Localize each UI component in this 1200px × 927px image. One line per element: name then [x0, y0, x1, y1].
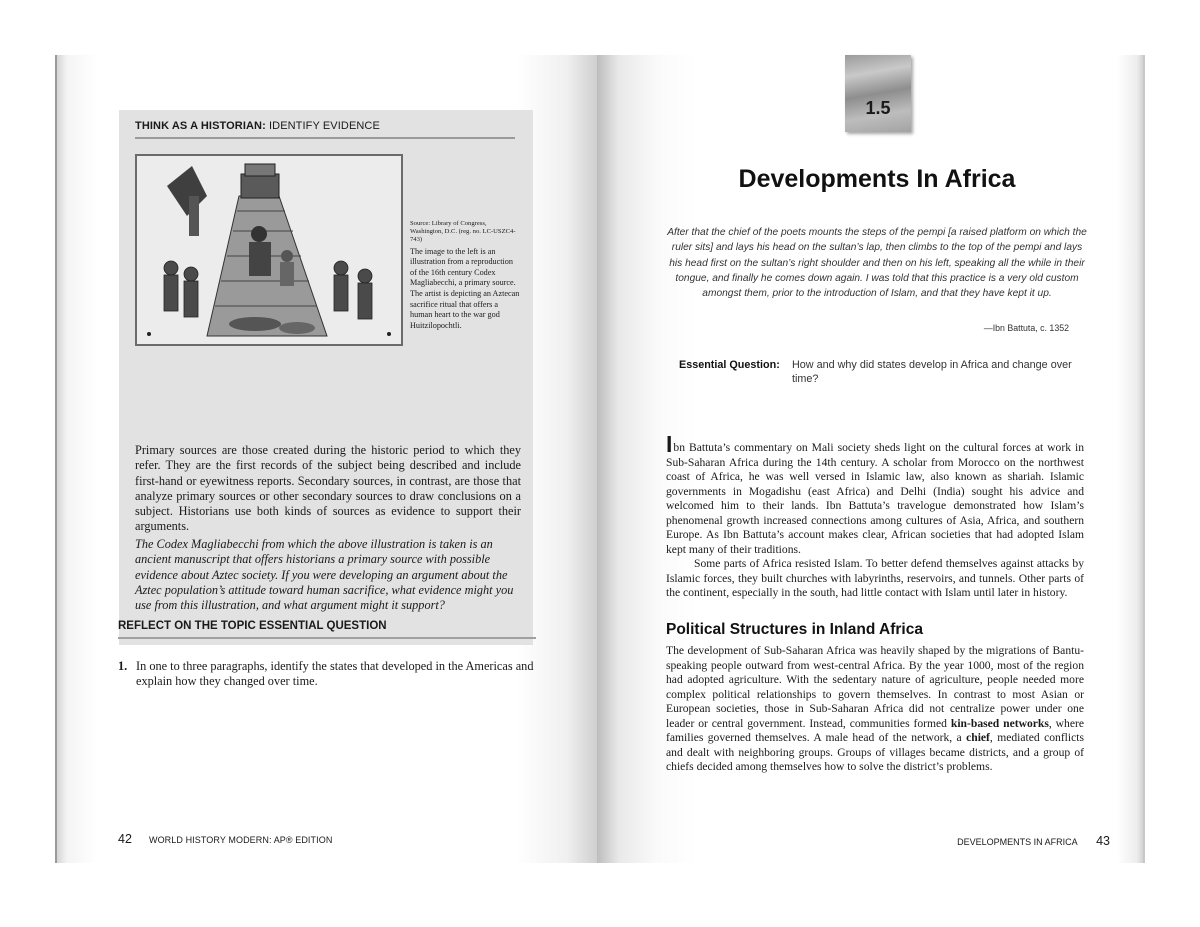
- codex-magliabecchi-illustration: [135, 154, 403, 346]
- body-paragraphs: [666, 431, 1084, 601]
- right-page-footer: [927, 832, 1110, 850]
- sidebar-heading-topic: IDENTIFY EVIDENCE: [269, 120, 380, 132]
- left-page-number: 42: [118, 832, 132, 846]
- codex-evidence-prompt: The Codex Magliabecchi from which the above illustration is taken is an ancient manuscript that offers historians a primary source with possible evidence about Aztec society. If you were developing an argument about the Aztec population’s attitude toward human sacrifice, what evidence might you use from this illustration, and what argument might it support?: [135, 537, 514, 613]
- left-page-footer: [118, 832, 332, 846]
- figure-source: Source: Library of Congress, Washington, D.C. (reg. no. LC-USZC4-743): [410, 220, 516, 244]
- question-number: 1.: [118, 659, 128, 673]
- body-paragraph-2: Some parts of Africa resisted Islam. To better defend themselves against attacks by Islamic forces, they built churches with labyrinths, reservoirs, and tunnels. Other parts of the continent, especially in the south, had little contact with Islam until later in history.: [666, 557, 1084, 599]
- body-paragraph-1: bn Battuta’s commentary on Mali society sheds light on the cultural forces at work in Sub-Saharan Africa during the 14th century. A scholar from Morocco on the northwest coast of Africa, he was well versed in Islamic law, also known as shariah. Islamic governments in Mogadishu (east Africa) and Delhi (India) sought his advice and welcomed him to their lands. Ibn Battuta’s travelogue demonstrated how Islam’s phenomenal growth increased connections among cultures of Asia, Africa, and southern Europe. As Ibn Battuta’s account makes clear, African societies that had adopted Islam kept many of their traditions.: [666, 441, 1084, 556]
- drop-cap: I: [666, 431, 673, 457]
- question-text: In one to three paragraphs, identify the states that developed in the Americas and explain how they changed over time.: [136, 659, 534, 689]
- key-term-kin-based-networks: kin-based networks: [950, 716, 1049, 730]
- section-text-c: , mediated conflicts and dealt with neighboring groups. Groups of villages became districts, and a group of chiefs decided among themselves how to solve the district’s problems.: [666, 731, 1084, 773]
- key-term-chief: chief: [966, 731, 990, 744]
- running-head: DEVELOPMENTS IN AFRICA: [957, 837, 1078, 847]
- epigraph-quote: After that the chief of the poets mounts the steps of the pempi [a raised platform on which the ruler sits] and lays his head on the sultan’s lap, then climbs to the top of the pempi and lays his head first on the sultan’s right shoulder and then on his left, speaking all the while in their tongue, and finally he comes down again. I was told that this practice is a very old custom amongst them, prior to the introduction of Islam, and that they have kept it up.: [667, 227, 1087, 300]
- think-as-historian-sidebar: [119, 110, 533, 645]
- essential-question-label: Essential Question:: [679, 359, 780, 371]
- book-title: WORLD HISTORY MODERN: AP® EDITION: [148, 835, 333, 845]
- page-title: Developments In Africa: [738, 165, 1016, 193]
- essential-question: [679, 358, 1079, 386]
- sidebar-heading: [135, 120, 515, 139]
- reflect-question: [118, 659, 536, 690]
- sidebar-heading-label: THINK AS A HISTORIAN:: [135, 120, 266, 132]
- figure-caption: [410, 220, 520, 331]
- right-page: [597, 55, 1143, 863]
- figure-description: The image to the left is an illustration from a reproduction of the 16th century Codex Magliabecchi, a primary source. The artist is depicting an Aztecan sacrifice ritual that offers a human heart to the war god Huitzilopochtli.: [410, 246, 520, 330]
- section-text-b: , where families governed themselves. A male head of the network, a: [666, 716, 1084, 744]
- right-page-number: 43: [1096, 834, 1110, 848]
- essential-question-text: How and why did states develop in Africa and change over time?: [792, 359, 1072, 385]
- left-page: [57, 55, 597, 863]
- section-heading: Political Structures in Inland Africa: [666, 621, 923, 638]
- reflect-heading: REFLECT ON THE TOPIC ESSENTIAL QUESTION: [118, 620, 536, 639]
- section-text-a: The development of Sub-Saharan Africa was heavily shaped by the migrations of Bantu-speaking people outward from west-central Africa. By the year 1000, most of the region had adopted agriculture. With the sedentary nature of agriculture, people needed more complex political relationships to govern themselves. In contrast to most Asian or European societies, those in Sub-Saharan Africa did not centralize power under one leader or central government. Instead, communities formed: [666, 644, 1084, 730]
- section-number-tab: [845, 55, 911, 132]
- primary-secondary-sources-paragraph: Primary sources are those created during the historic period to which they refer. They are the first records of the subject being described and include first-hand or eyewitness reports. Secondary sources, in contrast, are those that analyze primary sources or other secondary sources to draw conclusions on a subject. Historians use both kinds of sources as evidence to support their arguments.: [135, 443, 521, 534]
- section-paragraph: [666, 644, 1084, 775]
- epigraph-attribution: —Ibn Battuta, c. 1352: [983, 323, 1069, 333]
- section-number: 1.5: [865, 98, 891, 118]
